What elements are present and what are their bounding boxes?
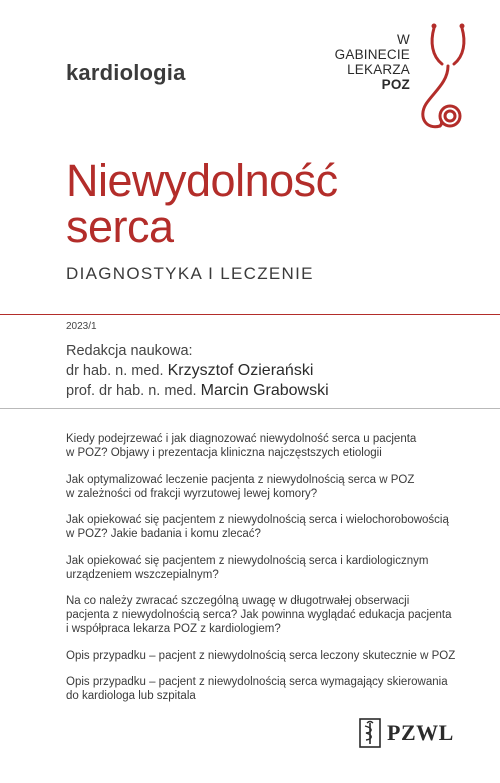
title-line-1: Niewydolność [66,155,338,206]
subtitle: DIAGNOSTYKA I LECZENIE [66,264,314,283]
title-line-2: serca [66,201,174,252]
title-block [66,155,466,284]
series-line-1: W GABINECIE [334,32,410,62]
editors-block [66,342,486,401]
editor-2-name: Marcin Grabowski [200,382,329,399]
list-item: Opis przypadku – pacjent z niewydolnością serca wymagający skierowania do kardiologa lub szpitala [66,676,448,702]
list-item: Jak opiekować się pacjentem z niewydolnością serca i kardiologicznym urządzeniem wszczepialnym? [66,554,429,581]
series-line-2-prefix: LEKARZA [347,62,410,77]
list-item: Kiedy podejrzewać i jak diagnozować niewydolność serca u pacjenta w POZ? Objawy i prezentacja kliniczna najczęstszych etiologii [66,433,417,459]
divider-gray [0,408,500,409]
series-line-2-bold: POZ [381,77,410,92]
editor-2-title: prof. dr hab. n. med. [66,383,197,399]
pzwl-logo-icon [359,718,381,748]
edition-label: 2023/1 [66,321,97,332]
editors-heading: Redakcja naukowa: [66,343,193,359]
series-name [318,32,410,92]
stethoscope-icon [404,22,484,132]
list-item: Jak opiekować się pacjentem z niewydolnością serca i wielochorobowością w POZ? Jakie badania i komu zlecać? [66,514,449,540]
editor-1-name: Krzysztof Ozierański [167,362,314,379]
topics-list [66,432,466,716]
list-item: Opis przypadku – pacjent z niewydolnością serca leczony skutecznie w POZ [66,649,456,662]
list-item: Na co należy zwracać szczególną uwagę w długotrwałej obserwacji pacjenta z niewydolnością serca? Jak powinna wyglądać edukacja pacjenta i współpraca lekarza POZ z kardiologiem? [66,595,452,635]
divider-red [0,314,500,315]
editor-2 [66,381,486,401]
specialty-label: kardiologia [66,60,186,85]
publisher-logo [359,717,454,749]
series-logo [318,22,488,132]
editor-1-title: dr hab. n. med. [66,363,164,379]
list-item: Jak optymalizować leczenie pacjenta z niewydolnością serca w POZ w zależności od frakcji wyrzutowej lewej komory? [66,473,415,500]
publisher-name: PZWL [387,720,454,745]
editor-1 [66,361,486,381]
series-line-2 [318,62,410,92]
